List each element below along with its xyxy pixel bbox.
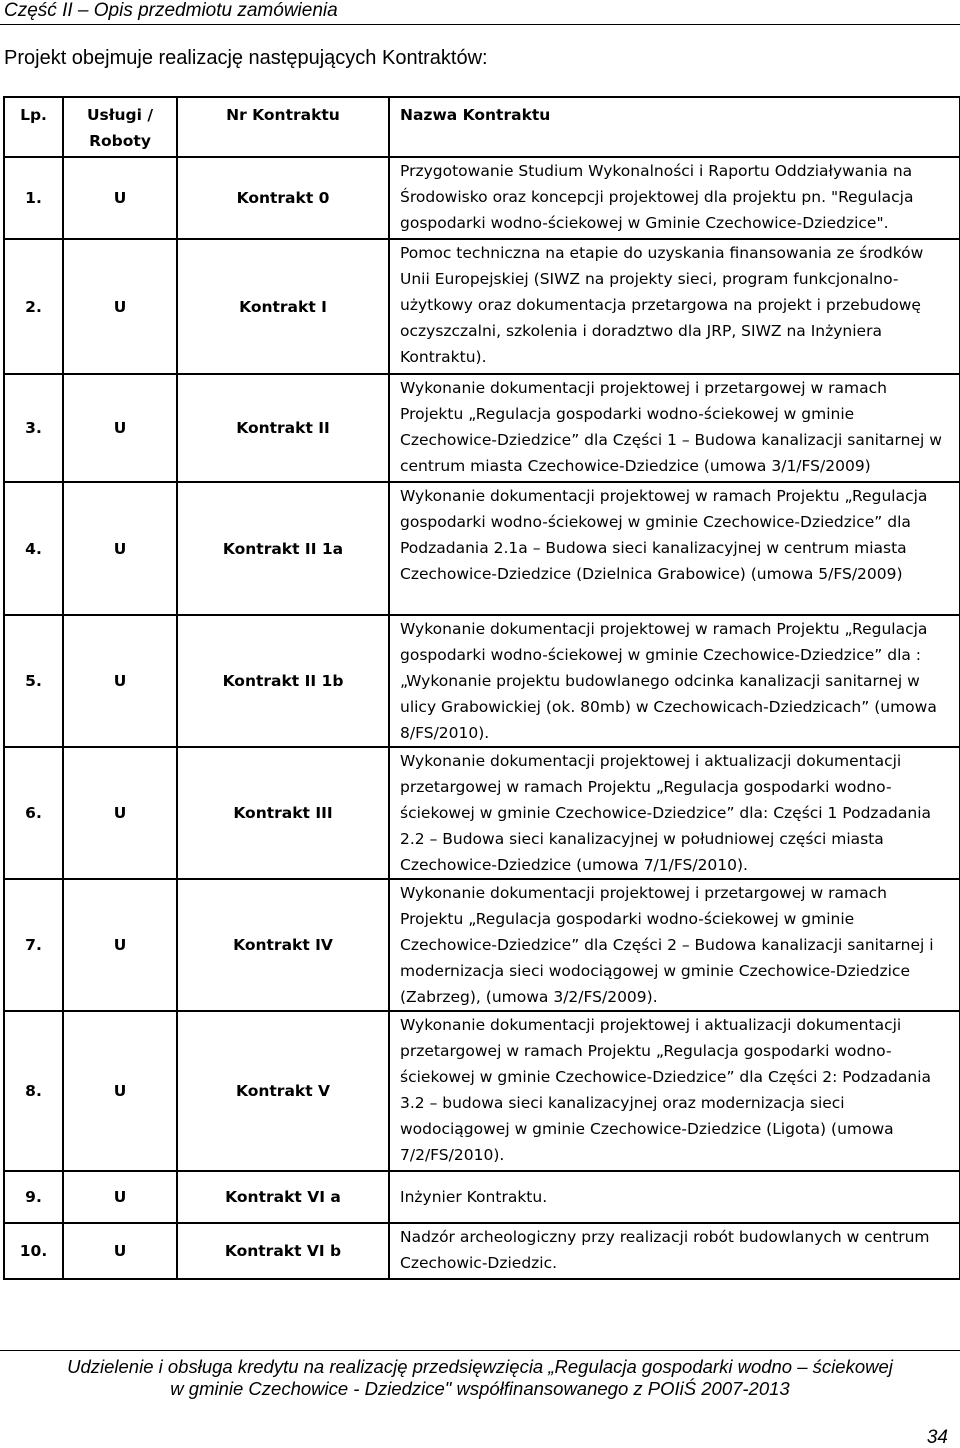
header-divider [0, 24, 960, 25]
row-lp: 5. [4, 615, 63, 747]
row-number: Kontrakt II 1b [177, 615, 389, 747]
row-name: Pomoc techniczna na etapie do uzyskania finansowania ze środków Unii Europejskiej (SIWZ na projekty sieci, program funkcjonalno-użytkowy oraz dokumentacja przetargowa na projekt i przebudowę oczyszczalni, szkolenia i doradztwo dla JRP, SIWZ na Inżyniera Kontraktu). [389, 239, 960, 374]
table-row [4, 1171, 960, 1223]
table-row [4, 482, 960, 615]
footer-divider [0, 1350, 960, 1351]
row-name: Wykonanie dokumentacji projektowej i przetargowej w ramach Projektu „Regulacja gospodarki wodno-ściekowej w gminie Czechowice-Dziedzice” dla Części 1 – Budowa kanalizacji sanitarnej w centrum miasta Czechowice-Dziedzice (umowa 3/1/FS/2009) [389, 374, 960, 482]
table-row [4, 1223, 960, 1279]
page-number: 34 [926, 1427, 948, 1448]
row-number: Kontrakt VI a [177, 1171, 389, 1223]
row-name: Wykonanie dokumentacji projektowej i aktualizacji dokumentacji przetargowej w ramach Projektu „Regulacja gospodarki wodno-ściekowej w gminie Czechowice-Dziedzice” dla: Części 1 Podzadania 2.2 – Budowa sieci kanalizacyjnej w południowej części miasta Czechowice-Dziedzice (umowa 7/1/FS/2010). [389, 747, 960, 879]
row-name: Inżynier Kontraktu. [389, 1171, 960, 1223]
row-name: Wykonanie dokumentacji projektowej i aktualizacji dokumentacji przetargowej w ramach Projektu „Regulacja gospodarki wodno-ściekowej w gminie Czechowice-Dziedzice” dla Części 2: Podzadania 3.2 – budowa sieci kanalizacyjnej oraz modernizacja sieci wodociągowej w gminie Czechowice-Dziedzice (Ligota) (umowa 7/2/FS/2010). [389, 1011, 960, 1171]
row-type: U [63, 1223, 177, 1279]
row-lp: 10. [4, 1223, 63, 1279]
table-row [4, 615, 960, 747]
row-lp: 1. [4, 157, 63, 239]
footer-line-2: w gminie Czechowice - Dziedzice" współfinansowanego z POIiŚ 2007-2013 [170, 1378, 790, 1399]
row-lp: 7. [4, 879, 63, 1011]
row-type: U [63, 374, 177, 482]
row-number: Kontrakt II 1a [177, 482, 389, 615]
table-row [4, 1011, 960, 1171]
row-number: Kontrakt III [177, 747, 389, 879]
contracts-table [3, 96, 960, 1280]
footer-line-1: Udzielenie i obsługa kredytu na realizację przedsięwzięcia „Regulacja gospodarki wodno – ściekowej [67, 1356, 893, 1377]
row-number: Kontrakt VI b [177, 1223, 389, 1279]
row-type: U [63, 239, 177, 374]
row-name: Wykonanie dokumentacji projektowej w ramach Projektu „Regulacja gospodarki wodno-ściekowej w gminie Czechowice-Dziedzice” dla Podzadania 2.1a – Budowa sieci kanalizacyjnej w centrum miasta Czechowice-Dziedzice (Dzielnica Grabowice) (umowa 5/FS/2009) [389, 482, 960, 615]
row-number: Kontrakt IV [177, 879, 389, 1011]
row-name: Wykonanie dokumentacji projektowej i przetargowej w ramach Projektu „Regulacja gospodarki wodno-ściekowej w gminie Czechowice-Dziedzice” dla Części 2 – Budowa kanalizacji sanitarnej i modernizacja sieci wodociągowej w gminie Czechowice-Dziedzice (Zabrzeg), (umowa 3/2/FS/2009). [389, 879, 960, 1011]
row-type: U [63, 615, 177, 747]
row-lp: 8. [4, 1011, 63, 1171]
document-footer [0, 1356, 960, 1400]
header-name: Nazwa Kontraktu [389, 97, 960, 157]
row-type: U [63, 157, 177, 239]
row-type: U [63, 1171, 177, 1223]
intro-text: Projekt obejmuje realizację następujących Kontraktów: [4, 47, 488, 69]
header-lp: Lp. [4, 97, 63, 157]
document-header-title: Część II – Opis przedmiotu zamówienia [4, 0, 338, 21]
row-lp: 9. [4, 1171, 63, 1223]
row-number: Kontrakt I [177, 239, 389, 374]
header-number: Nr Kontraktu [177, 97, 389, 157]
row-type: U [63, 1011, 177, 1171]
table-header-row [4, 97, 960, 157]
table-row [4, 879, 960, 1011]
table-row [4, 747, 960, 879]
row-lp: 4. [4, 482, 63, 615]
row-lp: 6. [4, 747, 63, 879]
row-type: U [63, 747, 177, 879]
row-name: Przygotowanie Studium Wykonalności i Raportu Oddziaływania na Środowisko oraz koncepcji projektowej dla projektu pn. "Regulacja gospodarki wodno-ściekowej w Gminie Czechowice-Dziedzice". [389, 157, 960, 239]
row-number: Kontrakt 0 [177, 157, 389, 239]
row-lp: 3. [4, 374, 63, 482]
table-row [4, 157, 960, 239]
row-type: U [63, 482, 177, 615]
row-name: Nadzór archeologiczny przy realizacji robót budowlanych w centrum Czechowic-Dziedzic. [389, 1223, 960, 1279]
row-number: Kontrakt V [177, 1011, 389, 1171]
header-type: Usługi / Roboty [63, 97, 177, 157]
table-row [4, 374, 960, 482]
row-type: U [63, 879, 177, 1011]
row-number: Kontrakt II [177, 374, 389, 482]
row-lp: 2. [4, 239, 63, 374]
row-name: Wykonanie dokumentacji projektowej w ramach Projektu „Regulacja gospodarki wodno-ściekowej w gminie Czechowice-Dziedzice” dla : „Wykonanie projektu budowlanego odcinka kanalizacji sanitarnej w ulicy Grabowickiej (ok. 80mb) w Czechowicach-Dziedzicach” (umowa 8/FS/2010). [389, 615, 960, 747]
table-row [4, 239, 960, 374]
